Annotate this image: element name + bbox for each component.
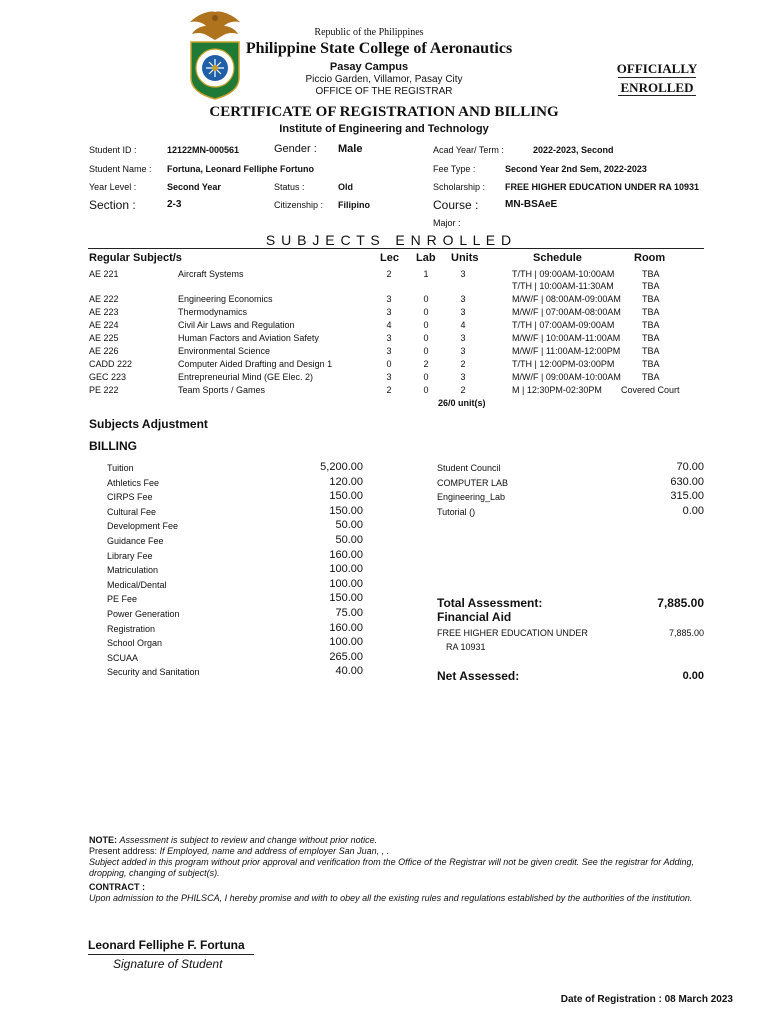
fee-label: COMPUTER LAB [437, 477, 509, 488]
student-name: Fortuna, Leonard Felliphe Fortuno [167, 164, 314, 174]
col-subject: Regular Subject/s [89, 252, 182, 264]
subject-units: 3 [460, 372, 466, 382]
subject-schedule: T/TH | 10:00AM-11:30AM [512, 281, 614, 291]
subject-units: 4 [460, 320, 466, 330]
campus-address: Piccio Garden, Villamor, Pasay City [305, 74, 463, 85]
subject-units: 3 [460, 307, 466, 317]
subject-added-note: Subject added in this program without prior approval and verification from the Office of the Registrar will not be given credit. See the registrar for Adding, dropping, changing of subject(s). [89, 857, 694, 878]
subject-lab: 0 [423, 294, 429, 304]
subject-room: TBA [642, 333, 660, 343]
aid-item-cont: RA 10931 [446, 642, 486, 652]
subject-room: TBA [642, 294, 660, 304]
fee-amount: 160.00 [329, 621, 363, 634]
subject-units: 3 [460, 269, 466, 279]
subject-schedule: T/TH | 09:00AM-10:00AM [512, 269, 615, 279]
fee-label: Development Fee [107, 521, 179, 532]
subject-code: AE 222 [89, 294, 119, 304]
fee-amount: 315.00 [670, 490, 704, 503]
subject-lec: 3 [386, 294, 392, 304]
col-schedule: Schedule [533, 252, 582, 264]
student-id: 12122MN-000561 [167, 145, 240, 155]
fee-amount: 70.00 [676, 461, 704, 473]
subject-schedule: T/TH | 12:00PM-03:00PM [512, 359, 615, 369]
subject-units: 2 [460, 359, 466, 369]
fee-label: SCUAA [107, 652, 139, 663]
fee-amount: 265.00 [329, 650, 363, 663]
fee-amount: 100.00 [329, 636, 363, 649]
fee-label: Tutorial () [437, 506, 476, 517]
subject-lab: 2 [423, 359, 429, 369]
billing-heading: BILLING [89, 439, 137, 453]
office-name: OFFICE OF THE REGISTRAR [315, 86, 453, 97]
fee-label: Cultural Fee [107, 506, 157, 517]
col-lec: Lec [380, 252, 399, 264]
republic-line: Republic of the Philippines [314, 27, 424, 38]
subject-lab: 0 [423, 372, 429, 382]
fee-label: Student Council [437, 463, 501, 473]
gender-label: Gender : [274, 143, 317, 155]
subject-title: Aircraft Systems [178, 269, 244, 279]
subject-title: Engineering Economics [178, 294, 273, 304]
subject-schedule: M | 12:30PM-02:30PM [512, 385, 602, 395]
subject-lab: 0 [423, 307, 429, 317]
fee-label: Tuition [107, 463, 134, 473]
gender: Male [338, 143, 363, 155]
address-text: If Employed, name and address of employer San Juan, , . [159, 846, 390, 856]
fee-amount: 160.00 [329, 548, 363, 561]
course-label: Course : [433, 198, 479, 212]
subject-lec: 3 [386, 307, 392, 317]
signature-caption: Signature of Student [113, 957, 223, 971]
subject-title: Environmental Science [178, 346, 271, 356]
subjects-header-rule [88, 248, 704, 249]
subject-room: TBA [642, 307, 660, 317]
subject-lec: 3 [386, 333, 392, 343]
fee-type-label: Fee Type : [433, 164, 476, 174]
officially-stamp: OFFICIALLY [616, 61, 698, 76]
total-assessment: 7,885.00 [657, 596, 704, 610]
major-label: Major : [433, 218, 461, 228]
fee-amount: 50.00 [335, 519, 363, 532]
net-assessed-label: Net Assessed: [437, 669, 520, 683]
fee-label: Matriculation [107, 565, 159, 576]
scholarship-label: Scholarship : [433, 182, 486, 192]
subject-code: AE 223 [89, 307, 119, 317]
certificate-title: CERTIFICATE OF REGISTRATION AND BILLING [209, 104, 559, 120]
stamp-underline [618, 95, 696, 96]
subject-title: Entrepreneurial Mind (GE Elec. 2) [178, 372, 314, 382]
subject-lab: 0 [423, 333, 429, 343]
fee-label: Security and Sanitation [107, 667, 200, 678]
fee-amount: 5,200.00 [320, 461, 363, 473]
year-level: Second Year [167, 182, 221, 192]
subject-title: Thermodynamics [178, 307, 248, 317]
status-label: Status : [274, 182, 305, 192]
aid-item: FREE HIGHER EDUCATION UNDER [437, 628, 588, 638]
subject-schedule: M/W/F | 09:00AM-10:00AM [512, 372, 621, 382]
subjects-adjustment-heading: Subjects Adjustment [89, 417, 208, 431]
fee-label: Library Fee [107, 550, 153, 561]
col-units: Units [451, 252, 479, 264]
subject-lec: 3 [386, 372, 392, 382]
subject-code: AE 226 [89, 346, 119, 356]
notes-block [89, 835, 699, 904]
subject-lec: 3 [386, 346, 392, 356]
net-assessed: 0.00 [682, 670, 704, 682]
fee-amount: 100.00 [329, 563, 363, 576]
subject-lab: 0 [423, 346, 429, 356]
total-assessment-label: Total Assessment: [437, 596, 543, 610]
subject-lec: 2 [386, 385, 392, 395]
subject-room: Covered Court [621, 385, 680, 395]
date-of-registration: Date of Registration : 08 March 2023 [560, 994, 733, 1005]
fee-amount: 100.00 [329, 577, 363, 590]
subject-units: 3 [460, 346, 466, 356]
subject-room: TBA [642, 346, 660, 356]
subject-room: TBA [642, 269, 660, 279]
fee-amount: 150.00 [329, 490, 363, 503]
subject-room: TBA [642, 281, 660, 291]
eagle-icon [190, 11, 240, 40]
course: MN-BSAeE [505, 199, 558, 210]
subject-code: CADD 222 [89, 359, 133, 369]
stamp-divider [618, 77, 696, 78]
subject-schedule: M/W/F | 10:00AM-11:00AM [512, 333, 621, 343]
enrolled-stamp: ENROLLED [620, 80, 694, 95]
fee-label: PE Fee [107, 594, 138, 605]
subject-units: 3 [460, 333, 466, 343]
section: 2-3 [167, 199, 182, 210]
institute-name: Institute of Engineering and Technology [279, 123, 489, 135]
fee-amount: 0.00 [682, 504, 704, 517]
subject-units: 3 [460, 294, 466, 304]
subject-room: TBA [642, 359, 660, 369]
subject-schedule: M/W/F | 07:00AM-08:00AM [512, 307, 621, 317]
signature-name: Leonard Felliphe F. Fortuna [88, 938, 245, 952]
fee-amount: 50.00 [335, 534, 363, 546]
fee-amount: 150.00 [329, 592, 363, 605]
col-lab: Lab [416, 252, 436, 264]
fee-label: School Organ [107, 638, 163, 649]
fee-label: Power Generation [107, 609, 180, 619]
col-room: Room [634, 252, 666, 264]
fee-amount: 150.00 [329, 504, 363, 517]
subject-lec: 4 [386, 320, 392, 330]
section-label: Section : [89, 198, 136, 212]
subject-room: TBA [642, 320, 660, 330]
fee-amount: 40.00 [335, 665, 363, 678]
student-id-label: Student ID : [89, 145, 137, 155]
fee-type: Second Year 2nd Sem, 2022-2023 [505, 164, 647, 174]
fee-label: Medical/Dental [107, 579, 167, 590]
acad-year-label: Acad Year/ Term : [433, 145, 504, 155]
subject-title: Civil Air Laws and Regulation [178, 320, 295, 330]
subject-code: GEC 223 [89, 372, 127, 382]
subject-code: AE 225 [89, 333, 119, 343]
citizenship-label: Citizenship : [274, 200, 324, 210]
subjects-heading: S U B J E C T S E N R O L L E D [265, 232, 513, 248]
aid-amount: 7,885.00 [668, 628, 704, 638]
subject-lab: 0 [423, 320, 429, 330]
fee-label: Registration [107, 623, 156, 634]
campus-name: Pasay Campus [329, 61, 409, 73]
subject-code: AE 224 [89, 320, 119, 330]
subject-title: Human Factors and Aviation Safety [178, 333, 319, 343]
financial-aid-label: Financial Aid [437, 610, 512, 624]
contract-label: CONTRACT : [89, 882, 145, 892]
subject-title: Team Sports / Games [178, 385, 266, 395]
acad-year: 2022-2023, Second [533, 145, 614, 155]
subject-lec: 2 [386, 269, 392, 279]
subject-room: TBA [642, 372, 660, 382]
fee-label: Athletics Fee [107, 477, 160, 488]
status: Old [338, 182, 353, 192]
fee-amount: 630.00 [670, 475, 704, 488]
subject-units: 2 [460, 385, 466, 395]
total-units: 26/0 unit(s) [438, 398, 486, 408]
year-level-label: Year Level : [89, 182, 137, 192]
subject-lab: 0 [423, 385, 429, 395]
note-text: Assessment is subject to review and change without prior notice. [119, 835, 378, 845]
signature-line [88, 954, 254, 955]
citizenship: Filipino [338, 200, 370, 210]
subject-title: Computer Aided Drafting and Design 1 [178, 359, 333, 369]
subject-lec: 0 [386, 359, 392, 369]
fee-label: Guidance Fee [107, 536, 164, 546]
contract-text: Upon admission to the PHILSCA, I hereby promise and with to obey all the existing rules and regulations established by the authorities of the institution. [89, 893, 693, 903]
student-name-label: Student Name : [89, 164, 152, 174]
fee-amount: 120.00 [329, 475, 363, 488]
note-label: NOTE: [89, 835, 117, 845]
subject-code: PE 222 [89, 385, 119, 395]
college-name: Philippine State College of Aeronautics [245, 40, 513, 57]
address-label: Present address: [89, 846, 158, 856]
fee-label: Engineering_Lab [437, 492, 506, 503]
subject-schedule: M/W/F | 11:00AM-12:00PM [512, 346, 621, 356]
fee-label: CIRPS Fee [107, 492, 153, 503]
scholarship: FREE HIGHER EDUCATION UNDER RA 10931 [505, 182, 700, 192]
subject-code: AE 221 [89, 269, 119, 279]
subject-lab: 1 [423, 269, 429, 279]
subject-schedule: T/TH | 07:00AM-09:00AM [512, 320, 615, 330]
fee-amount: 75.00 [335, 607, 363, 619]
subject-schedule: M/W/F | 08:00AM-09:00AM [512, 294, 621, 304]
